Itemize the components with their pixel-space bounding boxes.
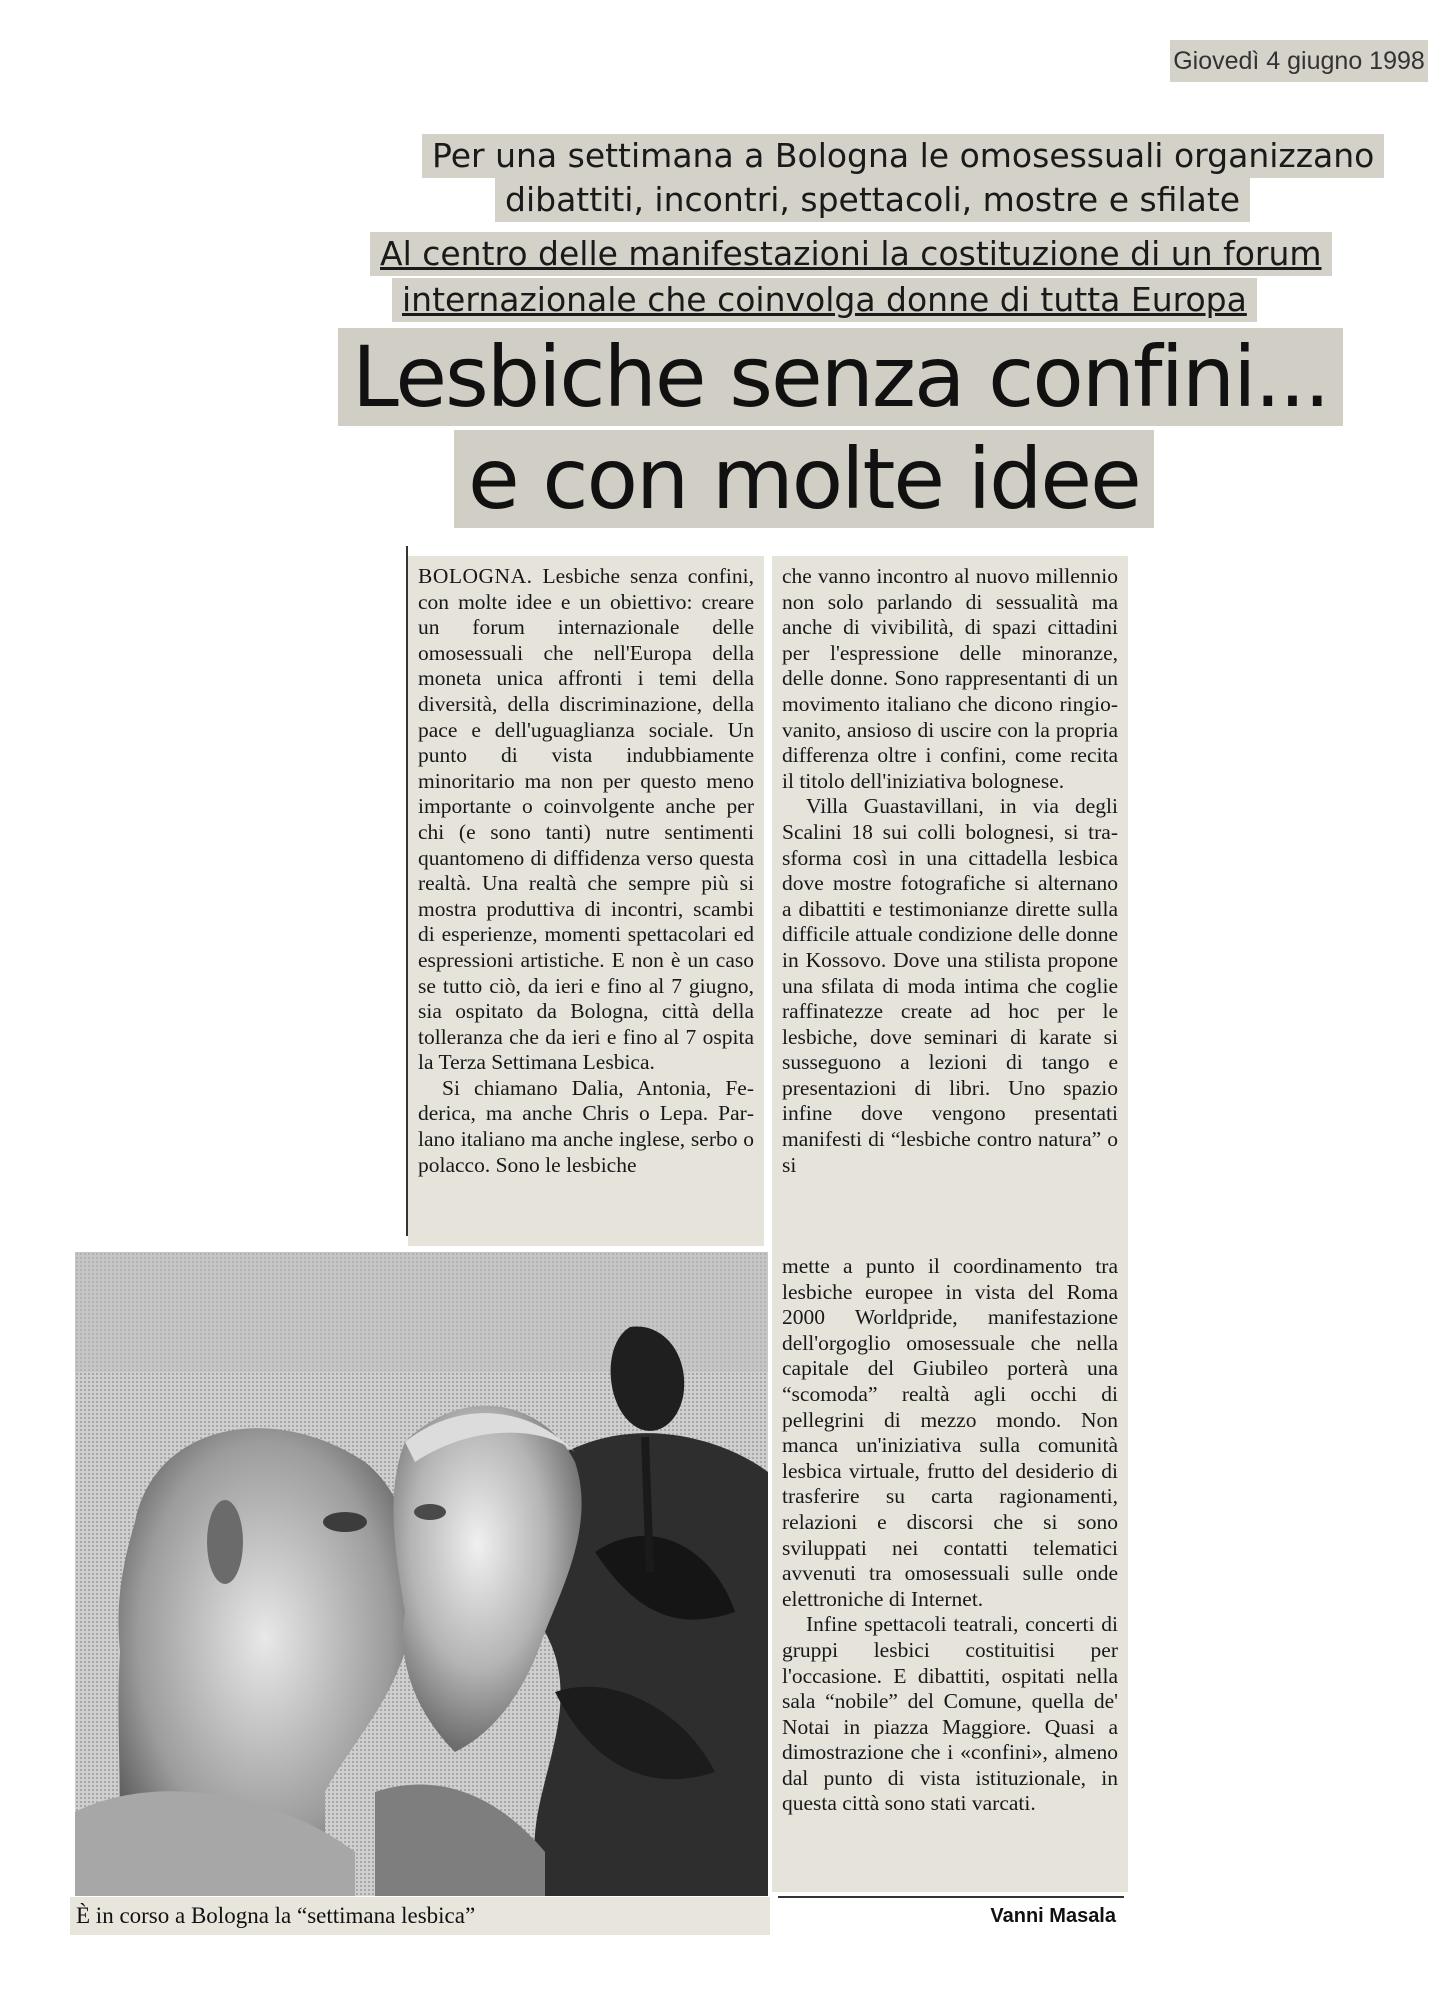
- photo-caption: È in corso a Bologna la “settimana lesbica”: [70, 1897, 770, 1935]
- column-3-paragraph-2: Infine spettacoli teatrali, concerti di gruppi lesbici costituitisi per l'occasione. E dibattiti, ospitati nella sala “nobile” del Comune, quella de' Notai in piazza Maggiore. Quasi a dimostrazione che i «confini», almeno dal punto di vista istituzionale, in questa città sono stati varcati.: [782, 1612, 1118, 1816]
- article-column-3: [772, 1246, 1128, 1892]
- column-1-paragraph-1: [418, 564, 754, 1076]
- headline-line-2: e con molte idee: [454, 430, 1154, 528]
- publication-date: Giovedì 4 giugno 1998: [1170, 40, 1428, 82]
- column-1-paragraph-1-text: Lesbiche senza confini, con molte idee e un obiettivo: creare un forum internazionale delle omosessuali che nell'Europa della moneta unica affronti i temi della diversità, della discriminazione, della pace e dell'uguaglianza sociale. Un punto di vista indubbiamente minoritario ma non per questo meno importante o coinvolgente anche per chi (e sono tanti) nutre sentimenti quantomeno di diffidenza verso questa realtà. Una realtà che sempre più si mostra produttiva di incontri, scambi di esperienze, momenti spettacolari ed espressioni artistiche. E non è un caso se tutto ciò, da ieri e fino al 7 giugno, sia ospitato da Bologna, città della tolleranza che da ieri e fino al 7 ospita la Terza Settimana Lesbica.: [418, 564, 754, 1075]
- photo-illustration: [75, 1252, 768, 1896]
- column-2-paragraph-2: Villa Guastavillani, in via degli Scalini 18 sui colli bolognesi, si trasforma così in una cittadella lesbica dove mostre fotografiche si alternano a dibattiti e testimonianze dirette sulla difficile attuale condizione delle donne in Kossovo. Dove una stilista propone una sfilata di moda intima che coglie raffinatezze create ad hoc per le lesbiche, dove seminari di karate si susseguono a lezioni di tango e presentazioni di libri. Uno spazio infine dove vengono presentati manifesti di “lesbiche contro natura” o si: [782, 794, 1118, 1177]
- subhead-line-4: internazionale che coinvolga donne di tutta Europa: [392, 278, 1257, 322]
- dateline-kicker: BOLOGNA.: [418, 564, 533, 588]
- author-byline: Vanni Masala: [778, 1896, 1124, 1932]
- subhead-line-1: Per una settimana a Bologna le omosessuali organizzano: [422, 134, 1384, 178]
- subhead-line-2: dibattiti, incontri, spettacoli, mostre e sfilate: [495, 178, 1250, 222]
- article-column-2: [772, 556, 1128, 1246]
- subhead-line-3: Al centro delle manifestazioni la costituzione di un forum: [370, 232, 1332, 276]
- column-2-paragraph-1: che vanno incontro al nuovo millennio non solo parlando di sessualità ma anche di vivibilità, di spazi cittadini per l'espressione delle minoranze, delle donne. Sono rappresentanti di un movimento italiano che dicono ringiovanito, ansioso di uscire con la propria differenza oltre i confini, come recita il titolo dell'iniziativa bolognese.: [782, 564, 1118, 793]
- column-3-paragraph-1: mette a punto il coordinamento tra lesbiche europee in vista del Roma 2000 Worldpride, manifestazione dell'orgoglio omosessuale che nella capitale del Giubileo porterà una “scomoda” realtà agli occhi di pellegrini di mezzo mondo. Non manca un'iniziativa sulla comunità lesbica virtuale, frutto del desiderio di trasferire su carta ragionamenti, relazioni e discorsi che si sono sviluppati nei contatti telematici avvenuti tra omosessuali sulle onde elettroniche di Internet.: [782, 1254, 1118, 1611]
- headline-line-1: Lesbiche senza confini...: [338, 328, 1343, 426]
- news-photo: [75, 1252, 768, 1896]
- article-column-1: [408, 556, 764, 1246]
- column-1-paragraph-2: Si chiamano Dalia, Antonia, Federica, ma anche Chris o Lepa. Parlano italiano ma anche inglese, serbo o polacco. Sono le lesbiche: [418, 1075, 754, 1177]
